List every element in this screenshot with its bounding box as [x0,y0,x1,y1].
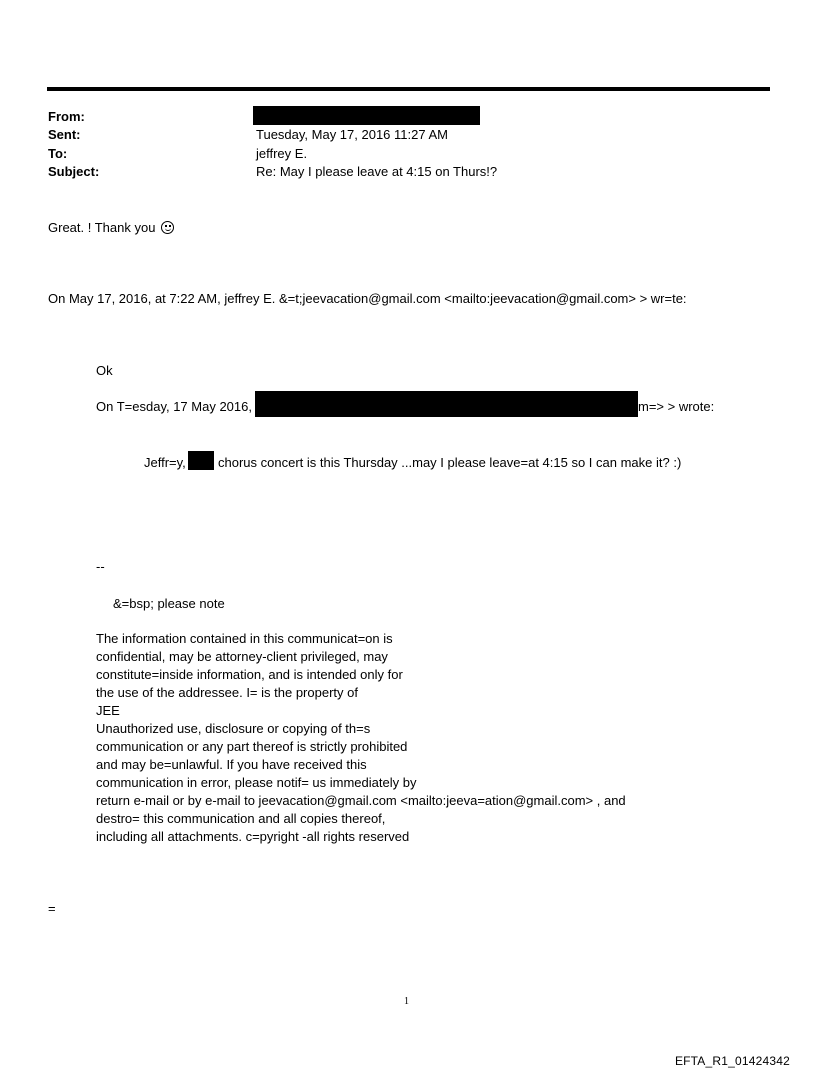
nested-header-start: On T=esday, 17 May 2016, [96,399,252,414]
to-value: jeffrey E. [256,146,308,161]
disclaimer-line: constitute=inside information, and is intended only for [96,667,403,682]
disclaimer-line: JEE [96,703,120,718]
disclaimer-line: the use of the addressee. I= is the property of [96,685,358,700]
from-redaction [253,106,480,125]
name-redaction [188,451,214,470]
disclaimer-line: confidential, may be attorney-client privileged, may [96,649,388,664]
disclaimer-line: return e-mail or by e-mail to jeevacation@gmail.com <mailto:jeeva=ation@gmail.com> , and [96,793,626,808]
disclaimer-line: The information contained in this communicat=on is [96,631,393,646]
subject-value: Re: May I please leave at 4:15 on Thurs!? [256,164,498,179]
please-note: &=bsp; please note [113,596,225,611]
reply-text: Great. ! Thank you [48,220,156,235]
disclaimer-line: Unauthorized use, disclosure or copying of th=s [96,721,371,736]
to-label: To: [48,146,68,161]
request-start: Jeffr=y, [144,455,186,470]
sent-label: Sent: [48,127,81,142]
page-number: 1 [404,996,409,1007]
disclaimer-line: and may be=unlawful. If you have received this [96,757,367,772]
smiley-icon [161,221,174,234]
ok-line: Ok [96,363,113,378]
disclaimer-line: communication in error, please notif= us immediately by [96,775,417,790]
nested-header-end: m=> > wrote: [638,399,715,414]
reply-line [48,219,174,236]
nested-header-redaction [255,391,638,417]
subject-label: Subject: [48,164,100,179]
from-label: From: [48,109,85,124]
sent-value: Tuesday, May 17, 2016 11:27 AM [256,127,448,142]
disclaimer-line: destro= this communication and all copies thereof, [96,811,386,826]
trailing-equals: = [48,901,56,916]
disclaimer-line: communication or any part thereof is strictly prohibited [96,739,408,754]
disclaimer-block [96,630,626,846]
quote-header: On May 17, 2016, at 7:22 AM, jeffrey E. &=t;jeevacation@gmail.com <mailto:jeevacation@gmail.com> > wr=te: [48,291,687,306]
header-rule [47,87,770,91]
signature-dash: -- [96,559,105,574]
document-id-footer: EFTA_R1_01424342 [674,1054,790,1068]
disclaimer-line: including all attachments. c=pyright -all rights reserved [96,829,410,844]
request-end: chorus concert is this Thursday ...may I please leave=at 4:15 so I can make it? :) [218,455,682,470]
